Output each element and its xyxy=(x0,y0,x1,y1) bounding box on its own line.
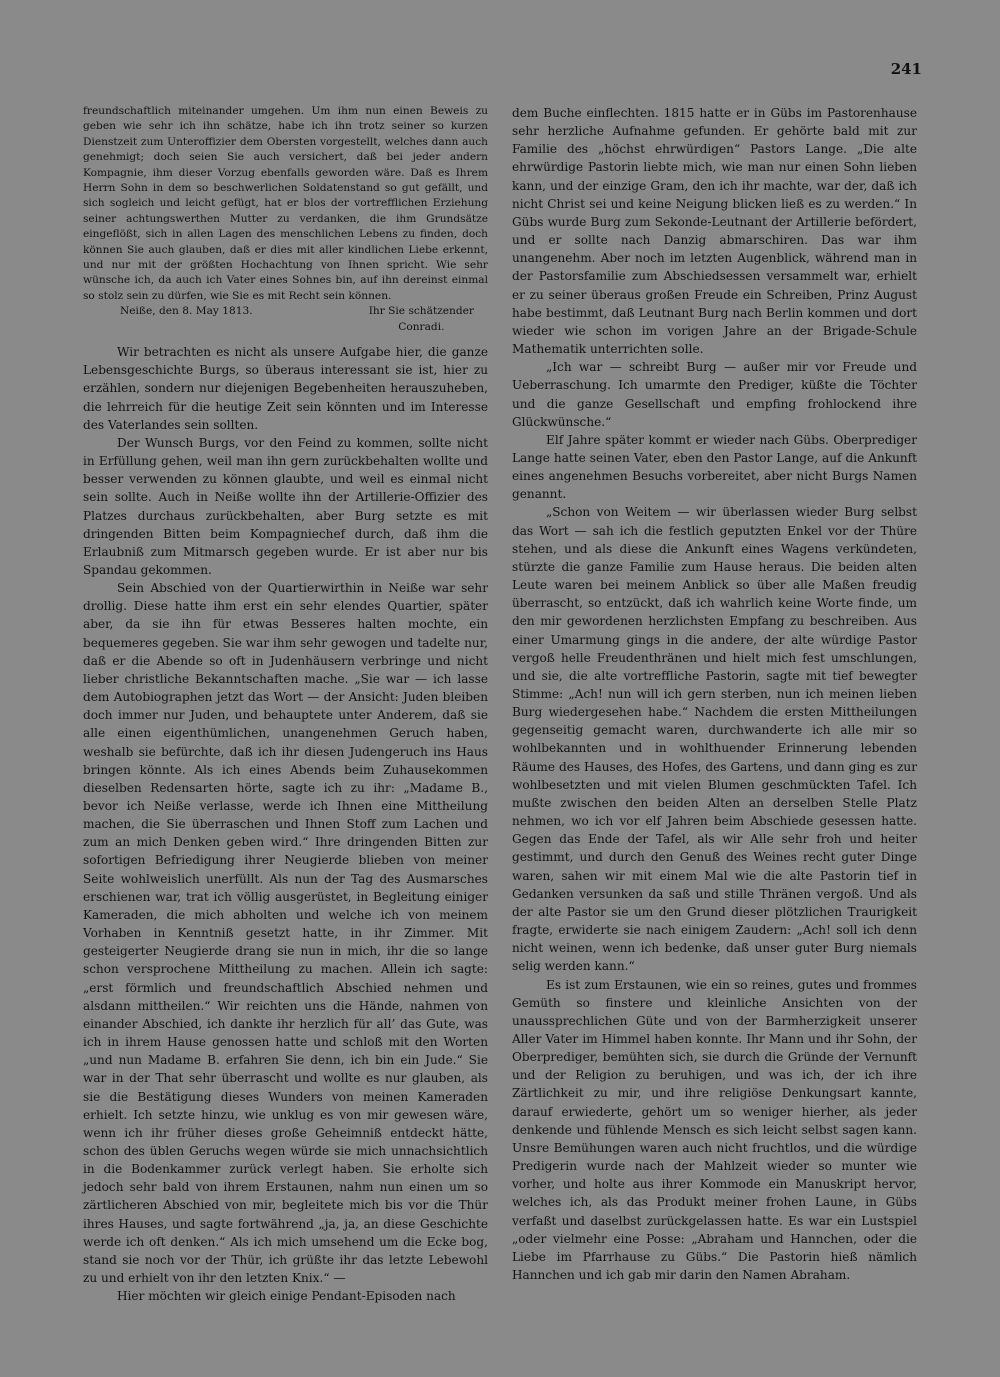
letter-place-date: Neiße, den 8. May 1813. xyxy=(120,305,253,318)
right-column xyxy=(512,104,917,1284)
paragraph: Wir betrachten es nicht als unsere Aufgabe hier, die ganze Lebensgeschichte Burgs, so überaus interessant sie ist, hier zu erzählen, sondern nur diejenigen Begebenheiten herauszuheben, die lehrreich für die heutige Zeit sein könnten und im Interesse des Vaterlandes sein sollten. xyxy=(83,345,488,432)
letter-signature: Conradi. xyxy=(398,320,445,333)
letter-signoff xyxy=(83,304,488,339)
paragraph: dem Buche einflechten. 1815 hatte er in Gübs im Pastorenhause sehr herzliche Aufnahme gefunden. Er gehörte bald mit zur Familie des „höchst ehrwürdigen“ Pastors Lange. „Die alte ehrwürdige Pastorin liebte mich, wie man nur einen Sohn lieben kann, und der einzige Gram, den ich ihr machte, war der, daß ich nicht Christ sei und keine Neigung blicken ließ es zu werden.“ In Gübs wurde Burg zum Sekonde-Leutnant der Artillerie befördert, und er sollte nach Danzig abmarschiren. Das war ihm unangenehm. Aber noch im letzten Augenblick, während man in der Pastorsfamilie zum Abschiedsessen versammelt war, erhielt er zu seiner überaus großen Freude ein Schreiben, Prinz August habe bestimmt, daß Leutnant Burg nach Berlin kommen und dort wieder wie schon im vorigen Jahre an der Brigade-Schule Mathematik unterrichten solle. xyxy=(512,106,917,357)
paragraph: Sein Abschied von der Quartierwirthin in Neiße war sehr drollig. Diese hatte ihm erst ein sehr elendes Quartier, später aber, da sie ihn für etwas Besseres halten mochte, ein bequemeres gegeben. Sie war ihm sehr gewogen und tadelte nur, daß er die Abende so oft in Judenhäusern verbringe und nicht lieber christliche Bekanntschaften mache. „Sie war — ich lasse dem Autobiographen jetzt das Wort — der Ansicht: Juden bleiben doch immer nur Juden, und behauptete unter Anderem, daß sie alle einen eigenthümlichen, unangenehmen Geruch haben, weshalb sie befürchte, daß ich ihr diesen Judengeruch ins Haus bringen könnte. Als ich eines Abends beim Zuhausekommen dieselben Redensarten hörte, sagte ich zu ihr: „Madame B., bevor ich Neiße verlasse, werde ich Ihnen eine Mittheilung machen, die Sie überraschen und Ihnen Stoff zum Lachen und zum an mich Denken geben wird.“ Ihre dringenden Bitten zur sofortigen Befriedigung ihrer Neugierde blieben von meiner Seite wohlweislich unerfüllt. Als nun der Tag des Ausmarsches erschienen war, trat ich völlig ausgerüstet, in Begleitung einiger Kameraden, die mich abholten und welche ich von meinem Vorhaben in Kenntniß gesetzt hatte, in ihr Zimmer. Mit gesteigerter Neugierde drang sie nun in mich, ihr die so lange schon versprochene Mittheilung zu machen. Allein ich sagte: „erst förmlich und freundschaftlich Abschied nehmen und alsdann mittheilen.“ Wir reichten uns die Hände, nahmen von einander Abschied, ich dankte ihr herzlich für all’ das Gute, was ich in ihrem Hause genossen hatte und schloß mit den Worten „und nun Madame B. erfahren Sie denn, ich bin ein Jude.“ Sie war in der That sehr überrascht und wollte es nur glauben, als sie die Bestätigung dieses Wunders von meinen Kameraden erhielt. Ich setzte hinzu, wie unklug es von mir gewesen wäre, wenn ich ihr früher dieses große Geheimniß entdeckt hätte, schon des üblen Geruchs wegen würde sie mich unnachsichtlich in die Bodenkammer zurück verlegt haben. Sie erholte sich jedoch sehr bald von ihrem Erstaunen, nahm nun einen um so zärtlicheren Abschied von mir, begleitete mich bis vor die Thür ihres Hauses, und sagte fortwährend „ja, ja, an diese Geschichte werde ich oft denken.“ Als ich mich umsehend um die Ecke bog, stand sie noch vor der Thür, ich grüßte ihr das letzte Lebewohl zu und erhielt von ihr den letzten Knix.“ — xyxy=(83,581,488,1286)
letter-closing: Ihr Sie schätzender xyxy=(368,305,474,318)
letter-signature-block xyxy=(369,304,474,335)
page-number: 241 xyxy=(890,60,922,78)
paragraph: Der Wunsch Burgs, vor den Feind zu kommen, sollte nicht in Erfüllung gehen, weil man ihn gern zurückbehalten wollte und besser verwenden zu können glaubte, und weil es einmal nicht sein sollte. Auch in Neiße wollte ihn der Artillerie-Offizier des Platzes durchaus zurückbehalten, aber Burg setzte es mit dringenden Bitten beim Kompagniechef durch, daß ihm die Erlaubniß zum Mitmarsch gegeben wurde. Er ist aber nur bis Spandau gekommen. xyxy=(83,435,488,577)
paragraph: Elf Jahre später kommt er wieder nach Gübs. Oberprediger Lange hatte seinen Vater, eben den Pastor Lange, auf die Ankunft eines angenehmen Besuchs vorbereitet, aber nicht Burgs Namen genannt. xyxy=(512,432,917,502)
paragraph: Hier möchten wir gleich einige Pendant-Episoden nach xyxy=(117,1289,456,1304)
left-column xyxy=(83,104,488,1305)
paragraph: „Ich war — schreibt Burg — außer mir vor Freude und Ueberraschung. Ich umarmte den Prediger, küßte die Töchter und die ganze Gesellschaft und empfing frohlockend ihre Glückwünsche.“ xyxy=(512,360,917,429)
paragraph: „Schon von Weitem — wir überlassen wieder Burg selbst das Wort — sah ich die festlich geputzten Enkel vor der Thüre stehen, und als diese die Ankunft eines Wagens verkündeten, stürzte die ganze Familie zum Hause heraus. Die beiden alten Leute waren bei meinem Anblick so über alle Maßen freudig überrascht, so entzückt, daß ich wahrlich keine Worte finde, um den mir gewordenen herzlichsten Empfang zu beschreiben. Aus einer Umarmung gings in die andere, der alte würdige Pastor vergoß helle Freudenthränen und hielt mich fest umschlungen, und sie, die alte vortreffliche Pastorin, sagte mit tief bewegter Stimme: „Ach! nun will ich gern sterben, nun ich meinen lieben Burg wiedergesehen habe.“ Nachdem die ersten Mittheilungen gegenseitig gemacht waren, durchwanderte ich alle mir so wohlbekannten und in wohlthuender Erinnerung lebenden Räume des Hauses, des Hofes, des Gartens, und dann ging es zur wohlbesetzten und mit vielen Blumen geschmückten Tafel. Ich mußte zwischen den beiden Alten an derselben Stelle Platz nehmen, wo ich vor elf Jahren beim Abschiede gesessen hatte. Gegen das Ende der Tafel, als wir Alle sehr froh und heiter gestimmt, und durch den Genuß des Weines recht guter Dinge waren, sahen wir mit einem Mal wie die alte Pastorin tief in Gedanken versunken da saß und stille Thränen vergoß. Und als der alte Pastor sie um den Grund dieser plötzlichen Traurigkeit fragte, erwiderte sie nach einigem Zaudern: „Ach! soll ich denn nicht weinen, wenn ich bedenke, daß unser guter Burg niemals selig werden kann.“ xyxy=(512,505,917,974)
letter-text: freundschaftlich miteinander umgehen. Um ihm nun einen Beweis zu geben wie sehr ich ihn schätze, habe ich ihn trotz seiner so kurzen Dienstzeit zum Unteroffizier dem Obersten vorgestellt, welches dann auch genehmigt; doch seien Sie auch versichert, daß bei jeder andern Kompagnie, ihm dieser Vorzug ebenfalls geworden wäre. Daß es Ihrem Herrn Sohn in dem so beschwerlichen Soldatenstand so gut gefällt, und sich sogleich und leicht gefügt, hat er blos der vortrefflichen Erziehung seiner achtungswerthen Mutter zu verdanken, die ihm Grundsätze eingeflößt, sich in allen Lagen des menschlichen Lebens zu finden, doch können Sie auch glauben, daß er dies mit aller kindlichen Liebe erkennt, und nur mit der größten Hochachtung von Ihnen spricht. Wie sehr wünsche ich, da auch ich Vater eines Sohnes bin, auf ihn dereinst einmal so stolz sein zu dürfen, wie Sie es mit Recht sein können. xyxy=(83,105,488,302)
paragraph: Es ist zum Erstaunen, wie ein so reines, gutes und frommes Gemüth so finstere und kleinliche Ansichten von der unaussprechlichen Güte und von der Barmherzigkeit unserer Aller Vater im Himmel haben konnte. Ihr Mann und ihr Sohn, der Oberprediger, bemühten sich, sie durch die Gründe der Vernunft und der Religion zu beruhigen, und was ich, der ich ihre Zärtlichkeit zu mir, und ihre religiöse Denkungsart kannte, darauf erwiederte, gehört um so weniger hierher, als jeder denkende und fühlende Mensch es sich leicht selbst sagen kann. Unsre Bemühungen waren auch nicht fruchtlos, und die würdige Predigerin wurde nach der Mahlzeit wieder so munter wie vorher, und holte aus ihrer Kommode ein Manuskript hervor, welches ich, als das Produkt meiner frohen Laune, in Gübs verfaßt und daselbst zurückgelassen hatte. Es war ein Lustspiel „oder vielmehr eine Posse: „Abraham und Hannchen, oder die Liebe im Pfarrhause zu Gübs.“ Die Pastorin hieß nämlich Hannchen und ich gab mir darin den Namen Abraham. xyxy=(512,977,917,1282)
